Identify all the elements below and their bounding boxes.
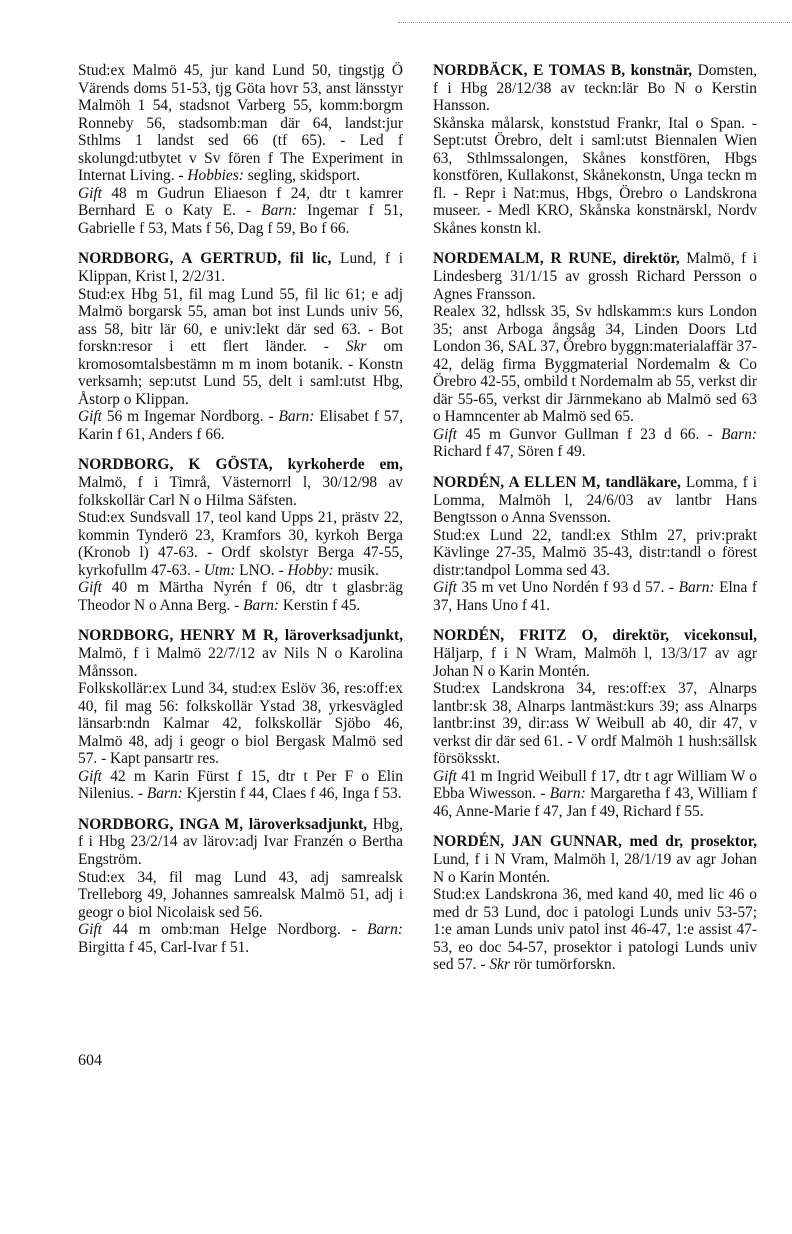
entry-name: NORDBORG, HENRY M R, <box>78 627 279 645</box>
entry-origin: Malmö, f i Malmö 22/7/12 av Nils N o Karolina Månsson. <box>78 644 403 680</box>
entry-title: med dr, prosektor, <box>629 833 757 851</box>
left-column <box>78 62 403 969</box>
biography-entry <box>433 62 757 237</box>
entry-origin: Malmö, f i Timrå, Västernorrl l, 30/12/98 av folkskollär Carl N o Hilma Säfsten. <box>78 474 403 509</box>
entry-paragraph: Stud:ex 34, fil mag Lund 43, adj samrealsk Trelleborg 49, Johannes samrealsk Malmö 51, adj i geogr o biol Nicolaisk sed 56. <box>78 868 403 921</box>
entry-paragraph: Gift 41 m Ingrid Weibull f 17, dtr t agr William W o Ebba Wiwesson. - Barn: Margaretha f 43, William f 46, Anne-Marie f 47, Jan f 49, Richard f 55. <box>433 767 757 820</box>
entry-title: tandläkare, <box>605 474 681 492</box>
page-number: 604 <box>78 1052 102 1069</box>
entry-title: fil lic, <box>289 250 332 268</box>
entry-title: direktör, <box>622 250 680 268</box>
entry-paragraph: Realex 32, hdlssk 35, Sv hdlskamm:s kurs London 35; anst Arboga ångsåg 34, Linden Doors Ltd London 36, SAL 37, Örebro byggn:materialaffär 37-42, deläg firma Byggmaterial Nordemalm & Co Örebro 42-55, ombild t Nordemalm ab 55, verkst dir där 55-65, verkst dir Järnmekano ab Malmö sed 63 o Hamncenter ab Malmö sed 65. <box>433 303 757 426</box>
entry-header <box>433 833 757 886</box>
entry-header <box>78 627 403 680</box>
entry-name: NORDEMALM, R RUNE, <box>433 250 617 268</box>
entry-paragraph: Gift 42 m Karin Fürst f 15, dtr t Per F o Elin Nilenius. - Barn: Kjerstin f 44, Claes f 46, Inga f 53. <box>78 767 403 803</box>
top-rule <box>398 22 790 23</box>
entry-header <box>433 250 757 303</box>
entry-origin: Hbg, f i Hbg 23/2/14 av lärov:adj Ivar Franzén o Bertha Engström. <box>78 815 403 868</box>
entry-paragraph: Gift 45 m Gunvor Gullman f 23 d 66. - Barn: Richard f 47, Sören f 49. <box>433 425 757 461</box>
entry-title: konstnär, <box>630 62 693 79</box>
entry-paragraph: Stud:ex Landskrona 36, med kand 40, med lic 46 o med dr 53 Lund, doc i patologi Lunds univ 53-57; 1:e aman Lunds univ patol inst 46-47, 1:e assist 47-53, eo doc 54-57, prosektor i patologi Lunds univ sed 57. - Skr rör tumörforskn. <box>433 886 757 974</box>
entry-paragraph: Gift 48 m Gudrun Eliaeson f 24, dtr t kamrer Bernhard E o Katy E. - Barn: Ingemar f 51, Gabrielle f 53, Mats f 56, Dag f 59, Bo f 66. <box>78 184 403 237</box>
entry-origin: Lund, f i Klippan, Krist l, 2/2/31. <box>78 250 403 286</box>
entry-paragraph: Stud:ex Malmö 45, jur kand Lund 50, tingstjg Ö Värends doms 51-53, tjg Göta hovr 53, anst länsstyr Malmöh 1 54, stadsnot Varberg 55, komm:borgm Ronneby 56, stadsomb:man där 64, landst:jur Sthlms 1 landst sed 66 (tf 65). - Led f skolungd:utbytet v Sv fören f The Experiment in Internat Living. - Hobbies: segling, skidsport. <box>78 62 403 185</box>
entry-origin: Domsten, f i Hbg 28/12/38 av teckn:lär Bo N o Kerstin Hansson. <box>433 62 757 115</box>
entry-name: NORDBORG, INGA M, <box>78 815 244 833</box>
biography-entry <box>78 816 403 956</box>
entry-paragraph: Gift 44 m omb:man Helge Nordborg. - Barn: Birgitta f 45, Carl-Ivar f 51. <box>78 921 403 956</box>
entry-header <box>433 627 757 680</box>
entry-name: NORDÉN, FRITZ O, <box>433 627 598 645</box>
entry-header <box>78 456 403 509</box>
entry-title: läroverksadjunkt, <box>248 815 367 833</box>
entry-origin: Lund, f i N Vram, Malmöh l, 28/1/19 av agr Johan N o Karin Montén. <box>433 850 757 886</box>
entry-paragraph: Folkskollär:ex Lund 34, stud:ex Eslöv 36, res:off:ex 40, fil mag 56: folkskollär Ystad 38, yrkesvägled länsarb:ndn Kalmar 42, folkskollär Sjöbo 46, Malmö 48, adj i geogr o biol Bergask Malmö sed 57. - Kapt pansartr res. <box>78 680 403 768</box>
entry-paragraph: Stud:ex Landskrona 34, res:off:ex 37, Alnarps lantbr:sk 38, Alnarps lantmäst:kurs 39; ass Alnarps lantbr:inst 39, dir:ass W Weibull ab 40, dir 47, v verkst dir där sed 61. - V ordf Malmöh 1 hush:sällsk försöksskt. <box>433 680 757 768</box>
biography-entry <box>433 627 757 820</box>
biography-entry <box>78 627 403 802</box>
entry-title: läroverksadjunkt, <box>284 627 403 645</box>
entry-header <box>433 62 757 115</box>
entry-paragraph: Gift 56 m Ingemar Nordborg. - Barn: Elisabet f 57, Karin f 61, Anders f 66. <box>78 408 403 443</box>
entry-name: NORDÉN, A ELLEN M, <box>433 474 601 492</box>
biography-entry <box>433 250 757 461</box>
entry-origin: Häljarp, f i N Wram, Malmöh l, 13/3/17 av agr Johan N o Karin Montén. <box>433 644 757 680</box>
entry-paragraph: Skånska målarsk, konststud Frankr, Ital o Span. - Sept:utst Örebro, delt i saml:utst Biennalen Wien 63, Sthlmssalongen, Skånes konstfören, Hbgs konstfören, Kullakonst, Skånekonstn, Unga teckn m fl. - Repr i Nat:mus, Hbgs, Örebro o Landskrona museer. - Medl KRO, Skånska konstnärskl, Nordv Skånes konstn kl. <box>433 114 757 237</box>
biography-entry <box>433 833 757 973</box>
entry-header <box>433 474 757 527</box>
entry-header <box>78 816 403 869</box>
entry-name: NORDBÄCK, E TOMAS B, <box>433 62 626 79</box>
biography-entry <box>78 250 403 443</box>
biography-entry <box>433 474 757 614</box>
right-column <box>433 62 757 987</box>
entry-name: NORDBORG, K GÖSTA, <box>78 456 273 474</box>
entry-paragraph: Stud:ex Hbg 51, fil mag Lund 55, fil lic 61; e adj Malmö borgarsk 55, aman bot inst Lunds univ 56, ass 58, bitr lär 60, e univ:lekt där sed 63. - Bot forskn:resor i ett flert länder. - Skr om kromosomtalsbestämn m m inom botanik. - Konstn verksamh; sep:utst Lund 55, delt i saml:utst Hbg, Åstorp o Klippan. <box>78 285 404 408</box>
entry-paragraph: Stud:ex Lund 22, tandl:ex Sthlm 27, priv:prakt Kävlinge 27-35, Malmö 35-43, distr:tandl o förest distr:tandpol Lomma sed 43. <box>433 526 757 579</box>
entry-title: kyrkoherde em, <box>287 456 403 474</box>
entry-paragraph: Stud:ex Sundsvall 17, teol kand Upps 21, prästv 22, kommin Tynderö 23, Kramfors 30, kyrkoh Berga (Kronob l) 47-63. - Ordf skolstyr Berga 47-55, kyrkofullm 47-63. - Utm: LNO. - Hobby: musik. <box>78 509 403 579</box>
entry-origin: Lomma, f i Lomma, Malmöh l, 24/6/03 av lantbr Hans Bengtsson o Anna Svensson. <box>433 474 757 527</box>
entry-paragraph: Gift 35 m vet Uno Nordén f 93 d 57. - Barn: Elna f 37, Hans Uno f 41. <box>433 579 757 614</box>
entry-paragraph: Gift 40 m Märtha Nyrén f 06, dtr t glasbr:äg Theodor N o Anna Berg. - Barn: Kerstin f 45. <box>78 579 403 614</box>
entry-title: direktör, vicekonsul, <box>612 627 757 645</box>
entry-header <box>78 250 403 285</box>
biography-entry <box>78 62 403 237</box>
entry-origin: Malmö, f i Lindesberg 31/1/15 av grossh Richard Persson o Agnes Fransson. <box>433 250 757 303</box>
entry-name: NORDBORG, A GERTRUD, <box>78 250 282 268</box>
entry-name: NORDÉN, JAN GUNNAR, <box>433 833 622 851</box>
biography-entry <box>78 456 403 614</box>
